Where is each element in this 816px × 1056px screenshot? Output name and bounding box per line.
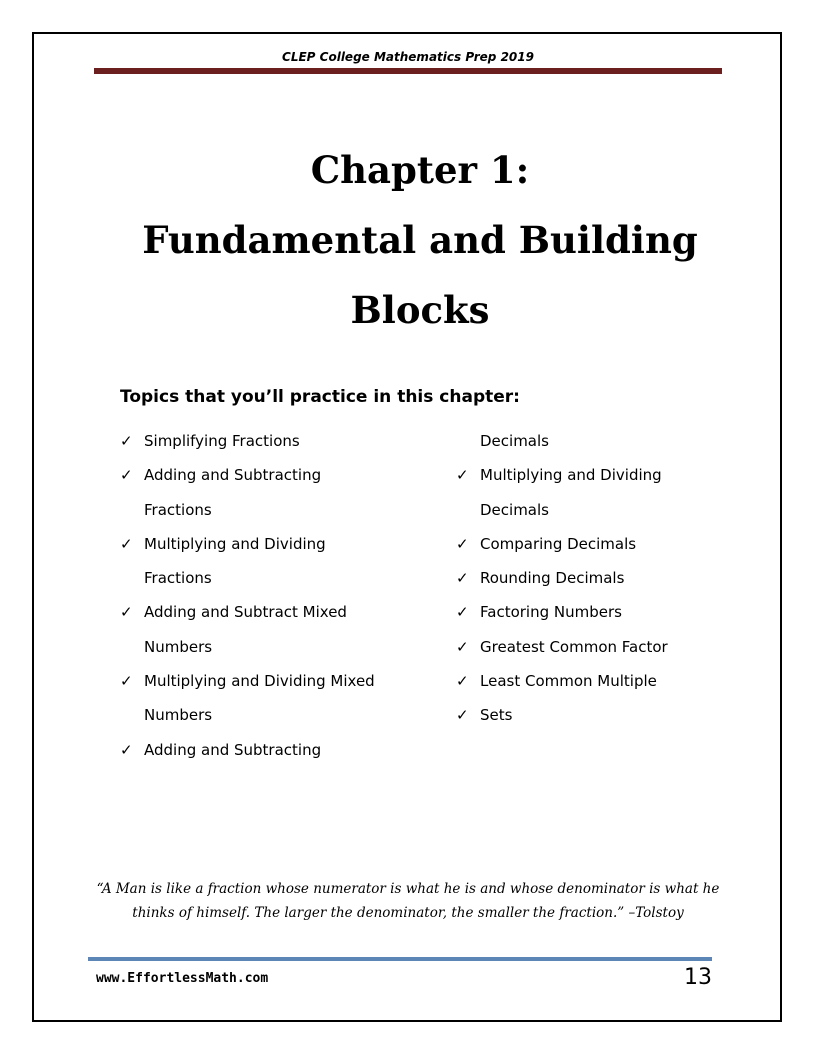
topics-heading: Topics that you’ll practice in this chapter: <box>120 387 520 407</box>
checkmark-icon: ✓ <box>456 534 469 553</box>
topic-label: Adding and Subtracting <box>144 740 322 759</box>
checkmark-icon: ✓ <box>120 534 133 553</box>
topic-item <box>120 595 410 664</box>
topic-label: Adding and Subtracting <box>144 466 322 485</box>
topics-left-column <box>120 424 410 767</box>
quote-line-1: “A Man is like a fraction whose numerator is what he is and whose denominator is what he <box>96 881 720 897</box>
topic-item <box>120 424 410 458</box>
topic-label: Multiplying and Dividing <box>144 534 326 553</box>
topic-label-continuation: Fractions <box>144 569 212 588</box>
checkmark-icon: ✓ <box>456 603 469 622</box>
checkmark-icon: ✓ <box>120 672 133 691</box>
topic-item <box>456 458 746 527</box>
topic-item <box>456 630 746 664</box>
topic-label-continuation: Numbers <box>144 706 213 725</box>
tolstoy-quote <box>96 877 720 925</box>
page-number: 13 <box>684 965 712 990</box>
topic-label: Sets <box>480 706 513 725</box>
running-header: CLEP College Mathematics Prep 2019 <box>282 50 534 64</box>
checkmark-icon: ✓ <box>120 740 133 759</box>
topic-label-continuation: Decimals <box>480 432 549 450</box>
chapter-title <box>100 135 740 345</box>
topic-label: Simplifying Fractions <box>144 432 300 450</box>
checkmark-icon: ✓ <box>456 706 469 725</box>
topic-label: Greatest Common Factor <box>480 637 668 656</box>
topic-label: Adding and Subtract Mixed <box>144 603 347 622</box>
topic-item <box>456 527 746 561</box>
footer-rule <box>88 957 712 961</box>
topic-item <box>120 527 410 596</box>
chapter-title-line-1: Chapter 1: <box>310 148 530 192</box>
topic-item <box>120 733 410 767</box>
topic-label: Comparing Decimals <box>480 534 637 553</box>
footer-website: www.EffortlessMath.com <box>96 971 269 986</box>
topic-label: Rounding Decimals <box>480 569 625 588</box>
topic-item-continued <box>456 424 746 458</box>
topic-item <box>456 664 746 698</box>
checkmark-icon: ✓ <box>456 672 469 691</box>
checkmark-icon: ✓ <box>120 432 133 450</box>
quote-line-2: thinks of himself. The larger the denominator, the smaller the fraction.” –Tolstoy <box>132 905 684 921</box>
topic-item <box>120 664 410 733</box>
topic-label: Least Common Multiple <box>480 672 657 691</box>
topic-item <box>120 458 410 527</box>
checkmark-icon: ✓ <box>456 637 469 656</box>
topic-item <box>456 698 746 732</box>
topic-item <box>456 595 746 629</box>
topic-item <box>456 561 746 595</box>
checkmark-icon: ✓ <box>120 603 133 622</box>
topic-label-continuation: Numbers <box>144 637 213 656</box>
checkmark-icon: ✓ <box>120 466 133 485</box>
topic-label-continuation: Decimals <box>480 500 549 519</box>
topic-label: Multiplying and Dividing <box>480 466 662 485</box>
header-rule <box>94 68 722 74</box>
topic-label: Multiplying and Dividing Mixed <box>144 672 375 691</box>
checkmark-icon: ✓ <box>456 569 469 588</box>
chapter-title-line-3: Blocks <box>350 288 490 332</box>
topic-label: Factoring Numbers <box>480 603 622 622</box>
checkmark-icon: ✓ <box>456 466 469 485</box>
chapter-title-line-2: Fundamental and Building <box>142 218 698 262</box>
topic-label-continuation: Fractions <box>144 500 212 519</box>
topics-right-column <box>456 424 746 733</box>
